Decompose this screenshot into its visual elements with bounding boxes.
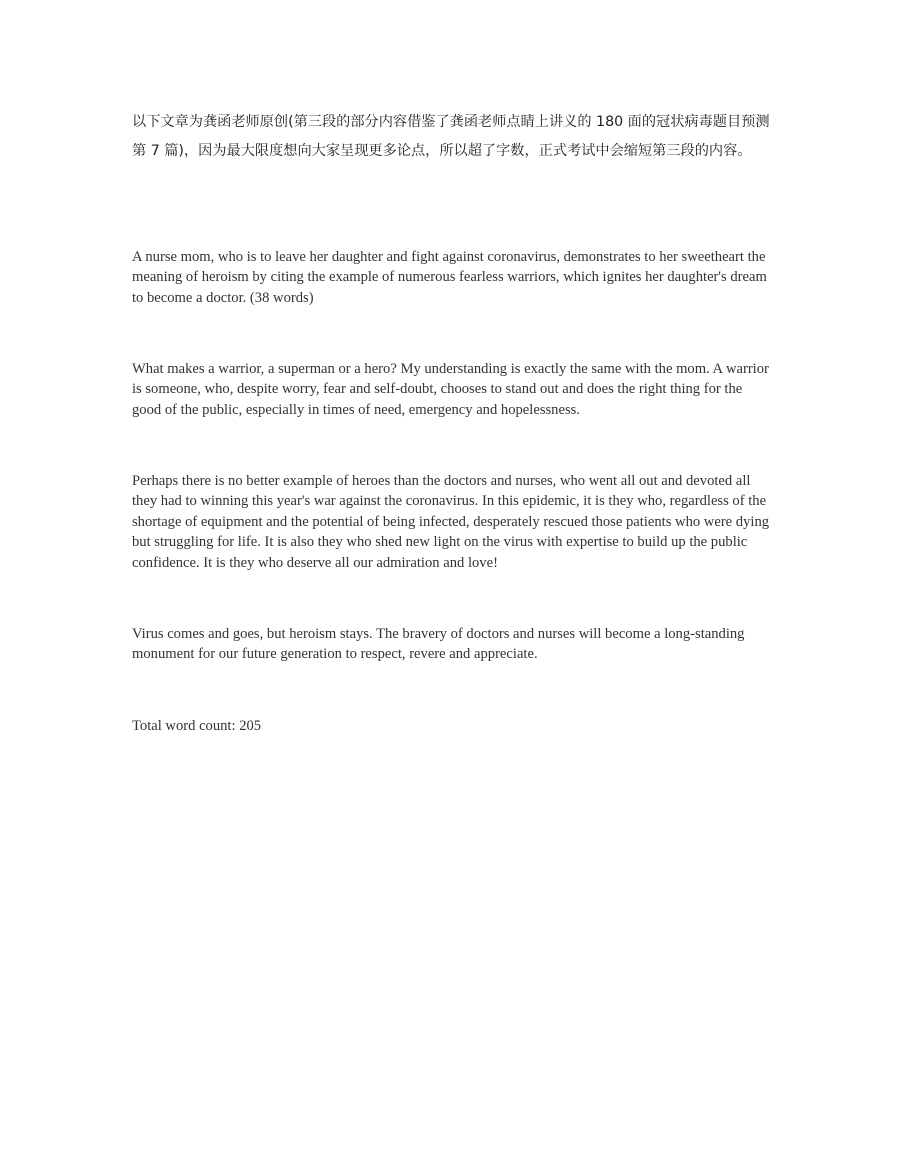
summary-paragraph: A nurse mom, who is to leave her daughter and fight against coronavirus, demonstrates to her sweetheart the meaning of heroism by citing the example of numerous fearless warriors, which ignites her daughter's dream to become a doctor. (38 words) xyxy=(132,249,767,306)
conclusion-paragraph: Virus comes and goes, but heroism stays. The bravery of doctors and nurses will become a long-standing monument for our future generation to respect, revere and appreciate. xyxy=(132,626,745,663)
example-paragraph: Perhaps there is no better example of heroes than the doctors and nurses, who went all out and devoted all they had to winning this year's war against the coronavirus. In this epidemic, it is they who, regardless of the shortage of equipment and the potential of being infected, desperately rescued those patients who were dying but struggling for life. It is also they who shed new light on the virus with expertise to build up the public confidence. It is they who deserve all our admiration and love! xyxy=(132,473,770,571)
definition-paragraph: What makes a warrior, a superman or a hero? My understanding is exactly the same with the mom. A warrior is someone, who, despite worry, fear and self-doubt, chooses to stand out and does the right thing for the good of the public, especially in times of need, emergency and hopelessness. xyxy=(132,361,769,418)
intro-note-paragraph: 以下文章为龚函老师原创(第三段的部分内容借鉴了龚函老师点睛上讲义的 180 面的冠状病毒题目预测第 7 篇)，因为最大限度想向大家呈现更多论点，所以超了字数，正式考试中会缩短第三段的内容。 xyxy=(132,114,770,159)
word-count-line: Total word count: 205 xyxy=(132,718,262,734)
